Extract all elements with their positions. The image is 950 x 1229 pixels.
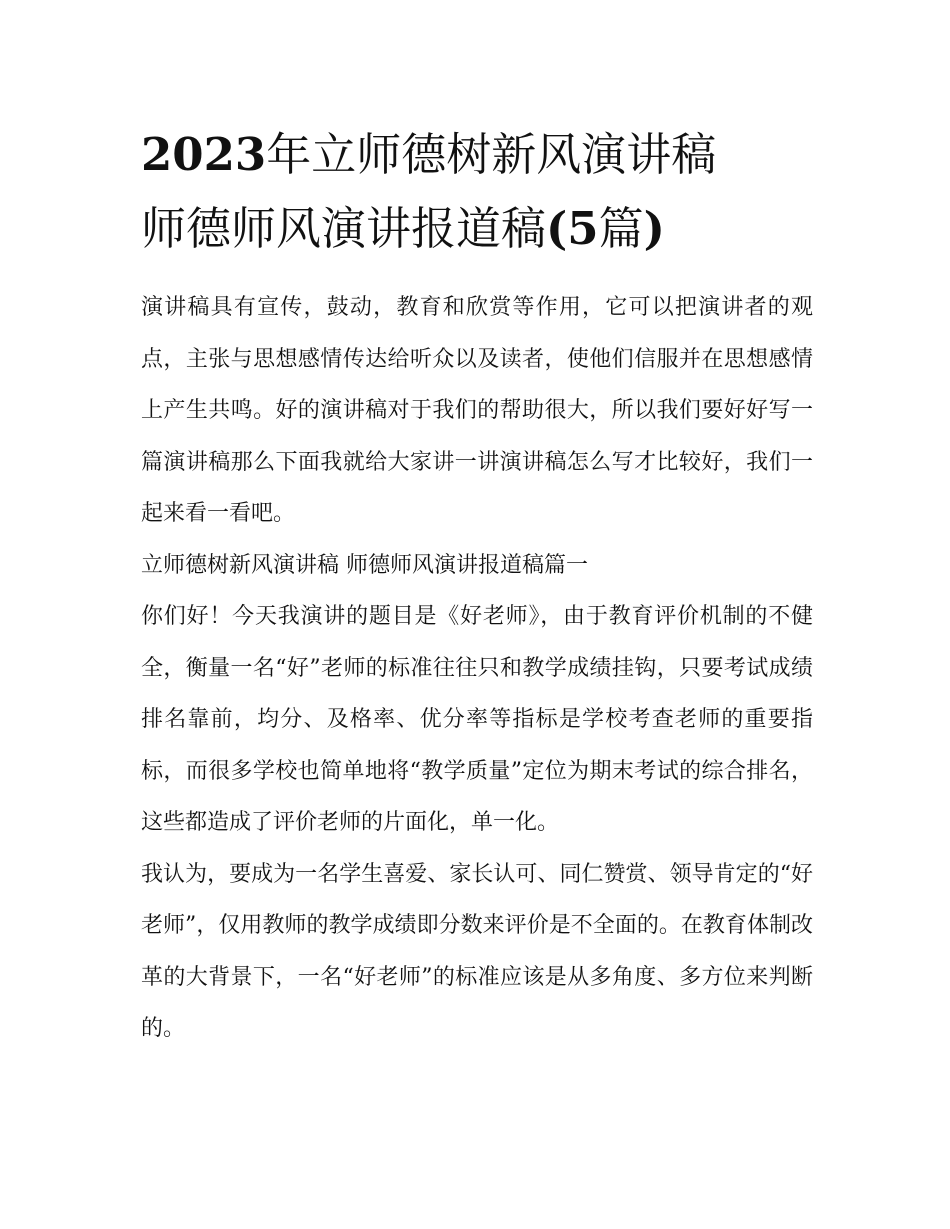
title-line-1 [141, 118, 813, 192]
intro-paragraph: 演讲稿具有宣传，鼓动，教育和欣赏等作用，它可以把演讲者的观点，主张与思想感情传达给听众以及读者，使他们信服并在思想感情上产生共鸣。好的演讲稿对于我们的帮助很大，所以我们要好好写一篇演讲稿那么下面我就给大家讲一讲演讲稿怎么写才比较好，我们一起来看一看吧。 [141, 295, 813, 526]
title-count: (5 [546, 202, 599, 255]
document-page [141, 118, 813, 1055]
body-paragraph-2: 我认为，要成为一名学生喜爱、家长认可、同仁赞赏、领导肯定的“好老师”，仅用教师的教学成绩即分数来评价是不全面的。在教育体制改革的大背景下，一名“好老师”的标准应该是从多角度、多方位来判断的。 [141, 861, 813, 1041]
document-body [141, 282, 813, 1055]
title-pian: 篇 [598, 202, 644, 255]
title-line-2-text: 师德师风演讲报道稿 [141, 202, 547, 255]
body-paragraph-1: 你们好！今天我演讲的题目是《好老师》，由于教育评价机制的不健全，衡量一名“好”老师的标准往往只和教学成绩挂钩，只要考试成绩排名靠前，均分、及格率、优分率等指标是学校考查老师的重要指标，而很多学校也简单地将“教学质量”定位为期末考试的综合排名，这些都造成了评价老师的片面化，单一化。 [141, 604, 813, 835]
section-heading: 立师德树新风演讲稿 师德师风演讲报道稿篇一 [141, 552, 588, 578]
document-title [141, 118, 813, 266]
title-year: 2023 [141, 128, 267, 181]
title-line-2 [141, 192, 813, 266]
title-close-paren: ) [643, 202, 665, 255]
title-line-1-text: 年立师德树新风演讲稿 [266, 128, 717, 181]
